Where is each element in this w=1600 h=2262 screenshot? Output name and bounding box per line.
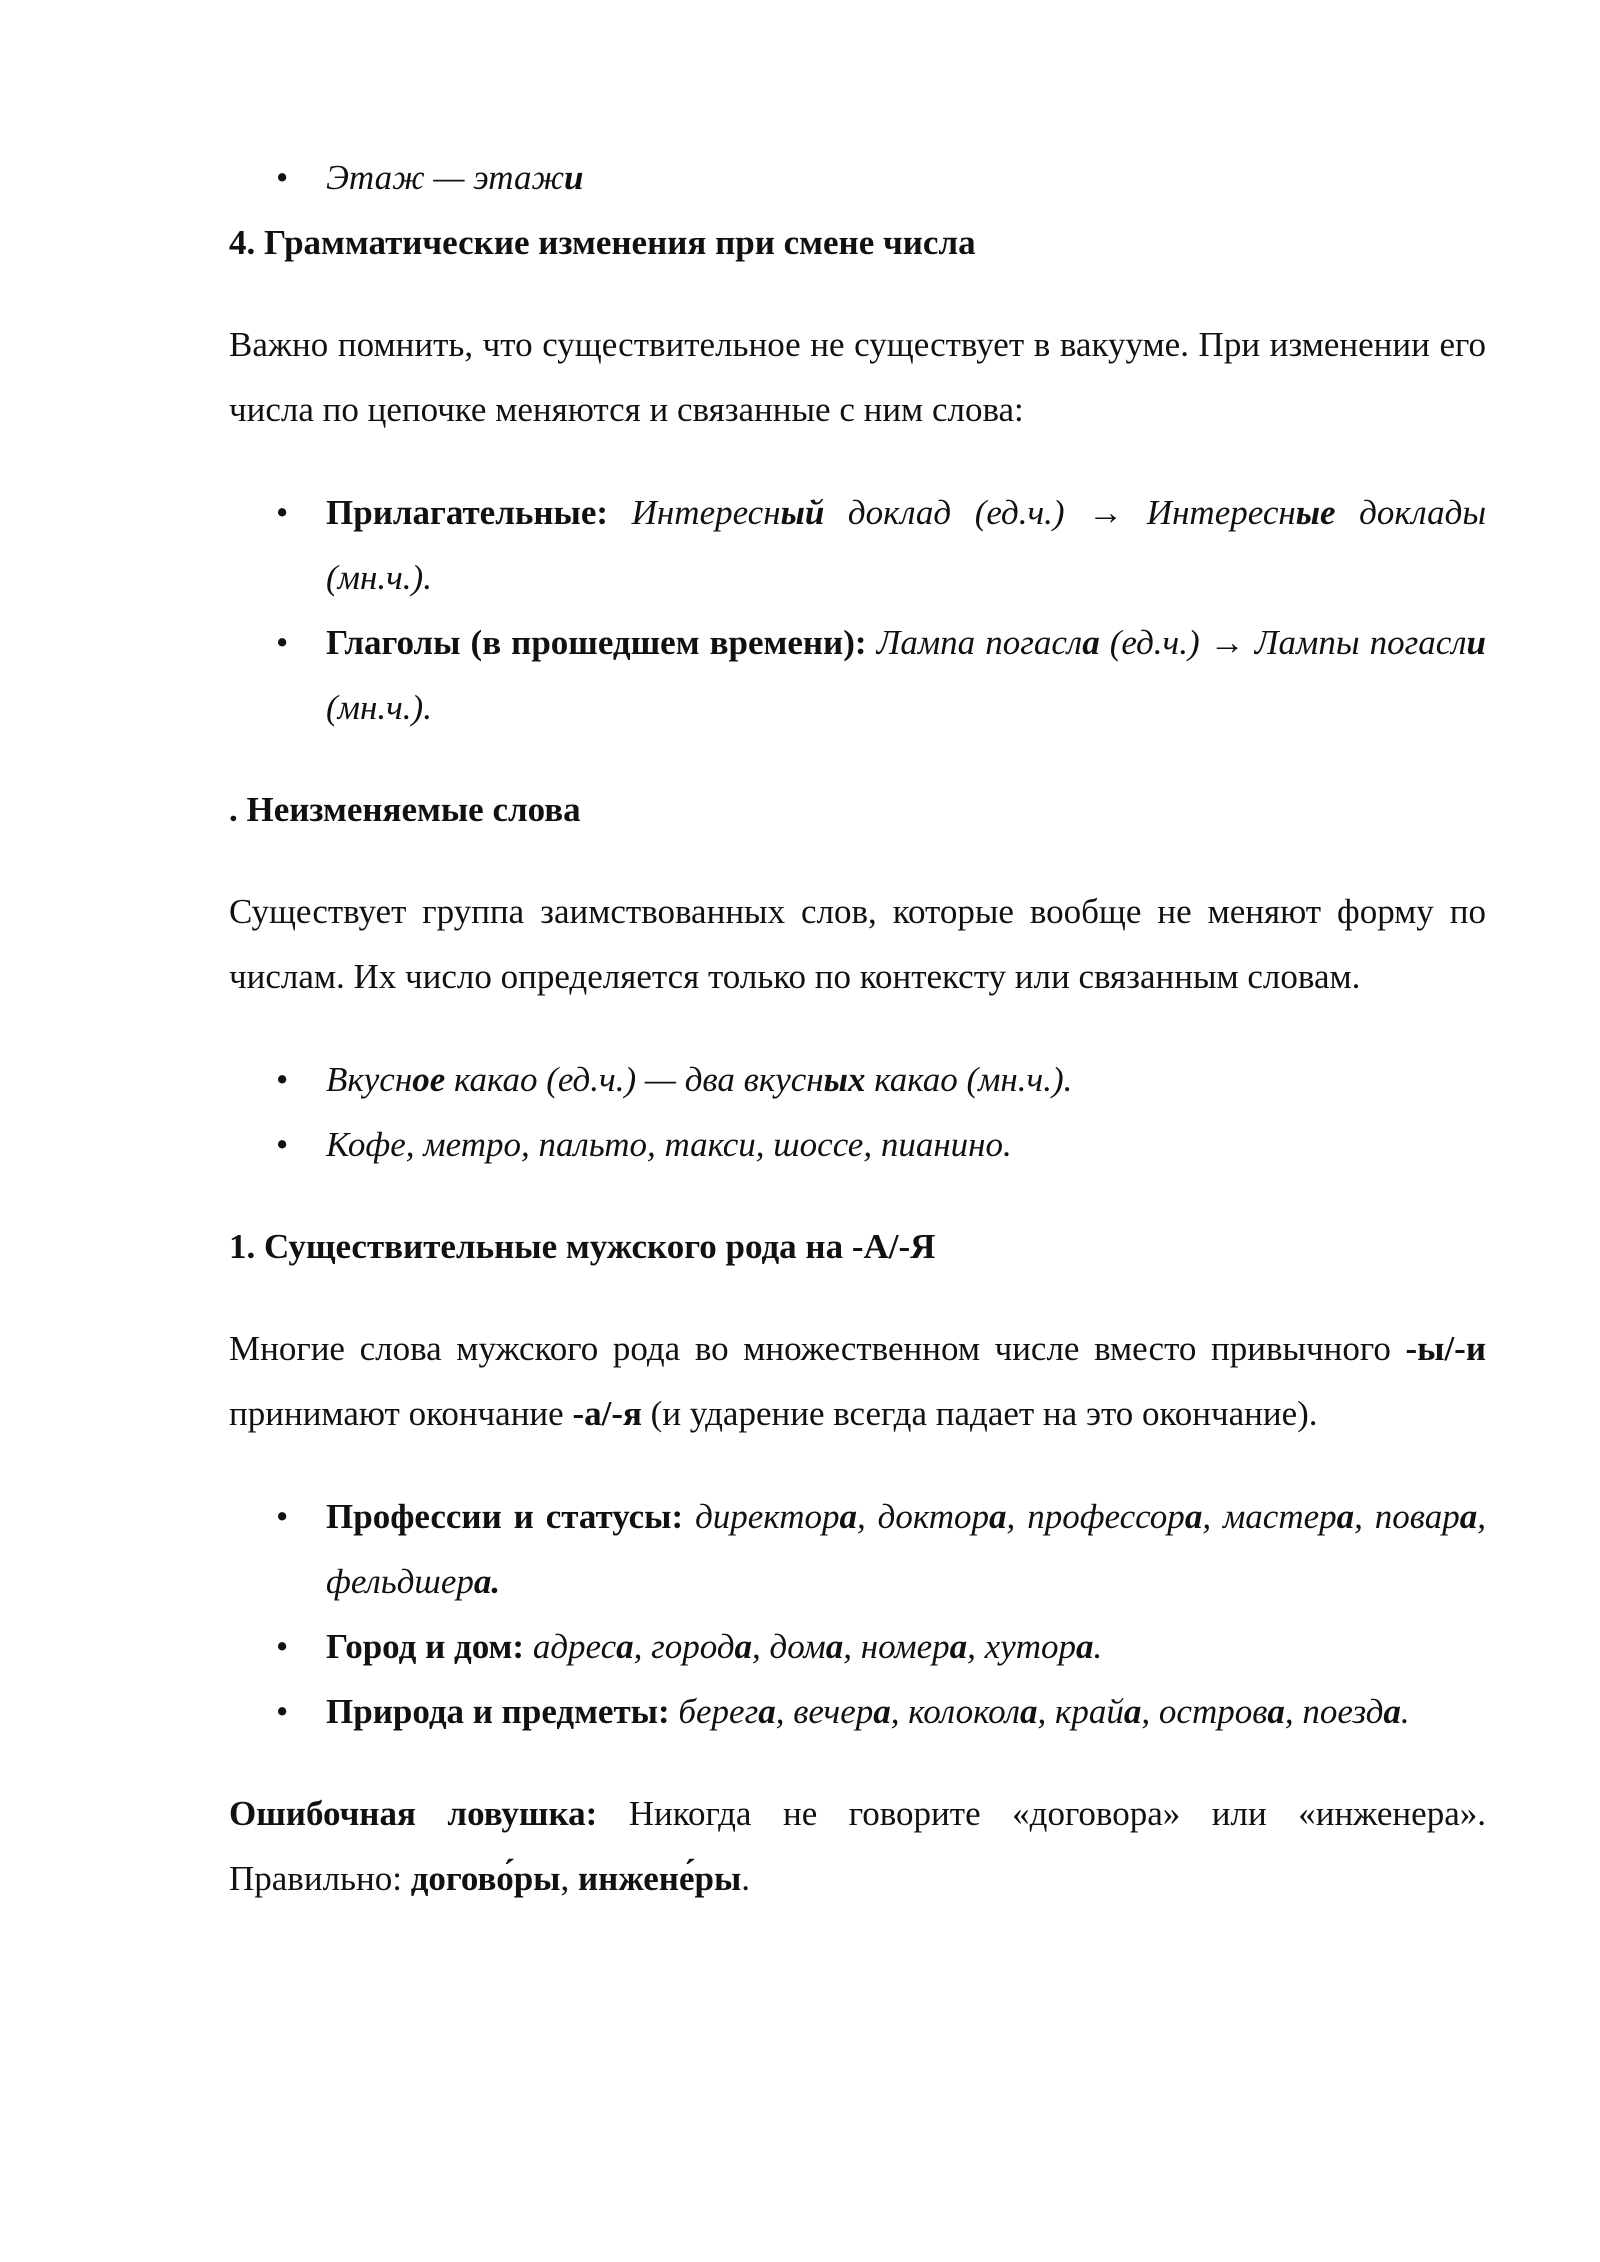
text-run: Лампа погасл xyxy=(876,623,1083,662)
text-run: принимают окончание xyxy=(229,1329,1495,1433)
list-item xyxy=(229,1112,1486,1177)
paragraph xyxy=(229,1316,1495,1446)
text-run xyxy=(867,623,877,662)
text-run: Вкусн xyxy=(326,1060,413,1099)
text-run: , повар xyxy=(1354,1497,1460,1536)
bullet-list xyxy=(229,1484,1495,1744)
text-run: (ед.ч.) xyxy=(1099,623,1210,662)
text-run xyxy=(1245,623,1255,662)
text-run: , мастер xyxy=(1202,1497,1337,1536)
text-run: , xyxy=(560,1859,579,1898)
text-run: доклад (ед.ч.) xyxy=(824,493,1089,532)
text-run: Город и дом: xyxy=(326,1627,525,1666)
text-run: и xyxy=(564,158,584,197)
text-run: какао (ед.ч.) — два вкусн xyxy=(445,1060,824,1099)
text-run: берег xyxy=(678,1692,759,1731)
text-run: , вечер xyxy=(775,1692,874,1731)
text-run: а xyxy=(989,1497,1007,1536)
text-run: а xyxy=(734,1627,753,1666)
text-run: , доктор xyxy=(857,1497,990,1536)
text-run: догово́ры xyxy=(410,1859,561,1898)
text-run: . xyxy=(1093,1627,1103,1666)
text-run: Этаж — этаж xyxy=(326,158,565,197)
text-run: а xyxy=(1336,1497,1355,1536)
text-run: ые xyxy=(1295,493,1336,532)
paragraph: Существует группа заимствованных слов, которые вообще не меняют форму по числам. Их число определяется только по контексту или связанным словам. xyxy=(229,892,1486,996)
bullet-list xyxy=(229,480,1495,740)
text-run: , номер xyxy=(843,1627,950,1666)
text-run: доклады (мн.ч.). xyxy=(326,493,1495,597)
paragraph: Важно помнить, что существительное не существует в вакууме. При изменении его числа по цепочке меняются и связанные с ним слова: xyxy=(229,325,1486,429)
text-run: а xyxy=(839,1497,857,1536)
text-run: директор xyxy=(695,1497,840,1536)
text-run: а xyxy=(1076,1627,1094,1666)
text-run: ый xyxy=(780,493,825,532)
text-run: инжене́ры xyxy=(578,1859,742,1898)
text-run: а xyxy=(1383,1692,1401,1731)
text-run: ых xyxy=(823,1060,866,1099)
text-run: (мн.ч.). xyxy=(326,623,1495,727)
text-run: -а/-я xyxy=(572,1394,642,1433)
list-item xyxy=(229,1614,1486,1679)
text-run: → xyxy=(1209,623,1245,662)
text-run xyxy=(608,493,632,532)
text-run: Профессии и статусы: xyxy=(326,1497,684,1536)
text-run: а xyxy=(1082,623,1100,662)
document-page xyxy=(229,145,1495,1911)
text-run: а xyxy=(1459,1497,1478,1536)
text-run: , кра xyxy=(1037,1692,1107,1731)
text-run: , хутор xyxy=(967,1627,1077,1666)
trap-note xyxy=(229,1781,1495,1911)
text-run: Прилагательные: xyxy=(326,493,609,532)
text-run: . xyxy=(741,1859,751,1898)
text-run: , город xyxy=(633,1627,735,1666)
text-run: , профессор xyxy=(1006,1497,1185,1536)
section-heading-grammar: 4. Грамматические изменения при смене числа xyxy=(229,223,976,262)
text-run: Интересн xyxy=(1146,493,1296,532)
text-run: й xyxy=(1106,1692,1124,1731)
text-run: → xyxy=(1088,493,1124,532)
text-run xyxy=(1123,493,1147,532)
list-item xyxy=(229,1047,1486,1112)
text-run xyxy=(524,1627,533,1666)
text-run: а. xyxy=(473,1562,501,1601)
list-item xyxy=(229,145,1486,210)
text-run: а xyxy=(1267,1692,1285,1731)
text-run: Ошибочная ловушка: xyxy=(229,1794,598,1833)
list-item xyxy=(229,610,1495,740)
text-run: Никогда не говорите «договора» или «инженера». Правильно: xyxy=(229,1794,1495,1898)
text-run: адрес xyxy=(532,1627,617,1666)
list-item xyxy=(229,1679,1486,1744)
text-run: а xyxy=(825,1627,844,1666)
text-run: а xyxy=(758,1692,776,1731)
text-run: а xyxy=(1020,1692,1038,1731)
text-run: Природа и предметы: xyxy=(326,1692,670,1731)
text-run: Многие слова мужского рода во множественном числе вместо привычного xyxy=(229,1329,1406,1368)
text-run: . xyxy=(1400,1692,1410,1731)
text-run: ое xyxy=(412,1060,446,1099)
text-run: , дом xyxy=(752,1627,826,1666)
text-run: (и ударение всегда падает на это окончание). xyxy=(641,1394,1318,1433)
text-run: а xyxy=(616,1627,634,1666)
text-run: а xyxy=(873,1692,891,1731)
list-item xyxy=(229,480,1495,610)
text-run: Глаголы (в прошедшем времени): xyxy=(326,623,867,662)
section-heading-masculine: 1. Существительные мужского рода на -А/-Я xyxy=(229,1227,936,1266)
text-run: а xyxy=(1184,1497,1203,1536)
list-item xyxy=(229,1484,1495,1614)
text-run: а xyxy=(949,1627,968,1666)
bullet-list xyxy=(229,145,1486,210)
text-run: а xyxy=(1123,1692,1142,1731)
section-heading-unchangeable: . Неизменяемые слова xyxy=(229,790,581,829)
text-run: -ы/-и xyxy=(1405,1329,1486,1368)
text-run: какао (мн.ч.). xyxy=(865,1060,1073,1099)
text-run: , поезд xyxy=(1284,1692,1384,1731)
text-run: , колокол xyxy=(890,1692,1021,1731)
text-run: , остров xyxy=(1141,1692,1268,1731)
text-run: Лампы погасл xyxy=(1254,623,1467,662)
text-run: Интересн xyxy=(631,493,781,532)
text-run xyxy=(683,1497,695,1536)
bullet-list xyxy=(229,1047,1486,1177)
text-run: Кофе, метро, пальто, такси, шоссе, пианино. xyxy=(326,1125,1012,1164)
text-run: и xyxy=(1466,623,1487,662)
text-run: , фельдшер xyxy=(326,1497,1495,1601)
